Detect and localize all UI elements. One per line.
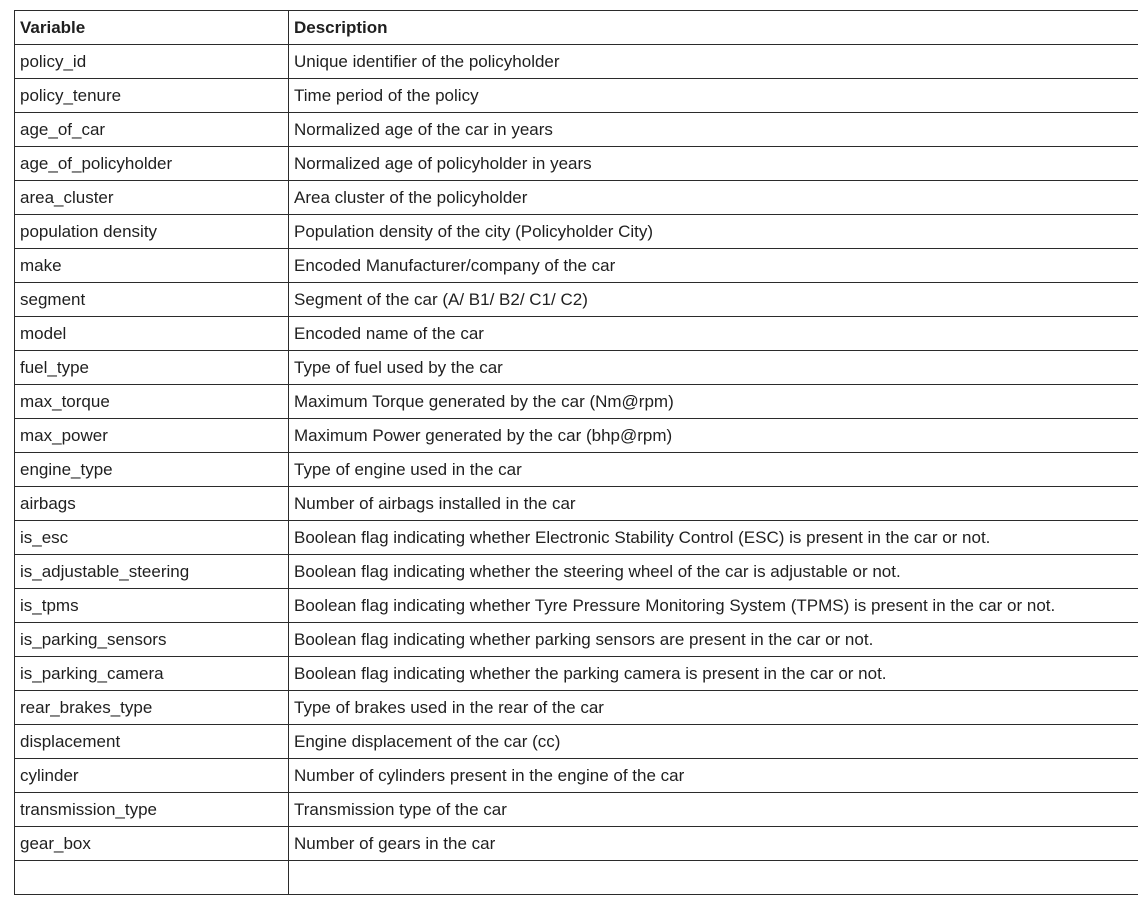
description-cell: Encoded Manufacturer/company of the car (289, 249, 1139, 283)
table-row (15, 79, 1139, 113)
table-row (15, 351, 1139, 385)
table-row (15, 249, 1139, 283)
table-row (15, 113, 1139, 147)
variable-cell: policy_id (15, 45, 289, 79)
description-cell: Number of gears in the car (289, 827, 1139, 861)
variable-cell: displacement (15, 725, 289, 759)
variable-cell: is_parking_camera (15, 657, 289, 691)
description-cell: Boolean flag indicating whether the steering wheel of the car is adjustable or not. (289, 555, 1139, 589)
variable-cell: age_of_policyholder (15, 147, 289, 181)
variable-description-table (14, 10, 1138, 895)
variable-cell: age_of_car (15, 113, 289, 147)
variable-cell: transmission_type (15, 793, 289, 827)
description-cell: Unique identifier of the policyholder (289, 45, 1139, 79)
variable-cell: make (15, 249, 289, 283)
variable-cell: rear_brakes_type (15, 691, 289, 725)
description-cell: Area cluster of the policyholder (289, 181, 1139, 215)
variable-cell: is_parking_sensors (15, 623, 289, 657)
description-cell: Segment of the car (A/ B1/ B2/ C1/ C2) (289, 283, 1139, 317)
description-cell: Transmission type of the car (289, 793, 1139, 827)
table-row (15, 555, 1139, 589)
variable-cell: cylinder (15, 759, 289, 793)
description-cell: Boolean flag indicating whether parking sensors are present in the car or not. (289, 623, 1139, 657)
description-cell: Population density of the city (Policyholder City) (289, 215, 1139, 249)
table-row (15, 657, 1139, 691)
table-row (15, 385, 1139, 419)
variable-cell: population density (15, 215, 289, 249)
description-cell: Encoded name of the car (289, 317, 1139, 351)
description-cell: Normalized age of policyholder in years (289, 147, 1139, 181)
description-cell: Maximum Torque generated by the car (Nm@rpm) (289, 385, 1139, 419)
table-row (15, 147, 1139, 181)
description-cell: Boolean flag indicating whether Electronic Stability Control (ESC) is present in the car or not. (289, 521, 1139, 555)
variable-cell: policy_tenure (15, 79, 289, 113)
variable-cell: is_tpms (15, 589, 289, 623)
table-row (15, 45, 1139, 79)
variable-cell: engine_type (15, 453, 289, 487)
table-row (15, 419, 1139, 453)
table-row-cutoff (15, 861, 1139, 895)
description-cell: Number of airbags installed in the car (289, 487, 1139, 521)
table-row (15, 827, 1139, 861)
table-row (15, 283, 1139, 317)
variable-cell: max_torque (15, 385, 289, 419)
table-row (15, 691, 1139, 725)
description-cell: Maximum Power generated by the car (bhp@rpm) (289, 419, 1139, 453)
description-cell: Type of brakes used in the rear of the car (289, 691, 1139, 725)
description-cell (289, 861, 1139, 895)
variable-cell: is_esc (15, 521, 289, 555)
variable-cell: model (15, 317, 289, 351)
variable-cell: fuel_type (15, 351, 289, 385)
description-cell: Time period of the policy (289, 79, 1139, 113)
description-cell: Boolean flag indicating whether Tyre Pressure Monitoring System (TPMS) is present in the car or not. (289, 589, 1139, 623)
variable-cell: segment (15, 283, 289, 317)
description-cell: Engine displacement of the car (cc) (289, 725, 1139, 759)
table-row (15, 793, 1139, 827)
description-cell: Type of fuel used by the car (289, 351, 1139, 385)
table-body (15, 45, 1139, 895)
table-header-row (15, 11, 1139, 45)
description-cell: Normalized age of the car in years (289, 113, 1139, 147)
header-variable: Variable (15, 11, 289, 45)
variable-cell: max_power (15, 419, 289, 453)
table-row (15, 181, 1139, 215)
variable-cell: airbags (15, 487, 289, 521)
variable-cell: is_adjustable_steering (15, 555, 289, 589)
table-row (15, 521, 1139, 555)
table-row (15, 725, 1139, 759)
table-row (15, 623, 1139, 657)
table-row (15, 487, 1139, 521)
table-row (15, 317, 1139, 351)
description-cell: Number of cylinders present in the engine of the car (289, 759, 1139, 793)
variable-cell: area_cluster (15, 181, 289, 215)
variable-table-container (14, 10, 1138, 900)
description-cell: Boolean flag indicating whether the parking camera is present in the car or not. (289, 657, 1139, 691)
description-cell: Type of engine used in the car (289, 453, 1139, 487)
variable-cell (15, 861, 289, 895)
variable-cell: gear_box (15, 827, 289, 861)
table-row (15, 453, 1139, 487)
header-description: Description (289, 11, 1139, 45)
table-row (15, 215, 1139, 249)
table-row (15, 589, 1139, 623)
table-row (15, 759, 1139, 793)
